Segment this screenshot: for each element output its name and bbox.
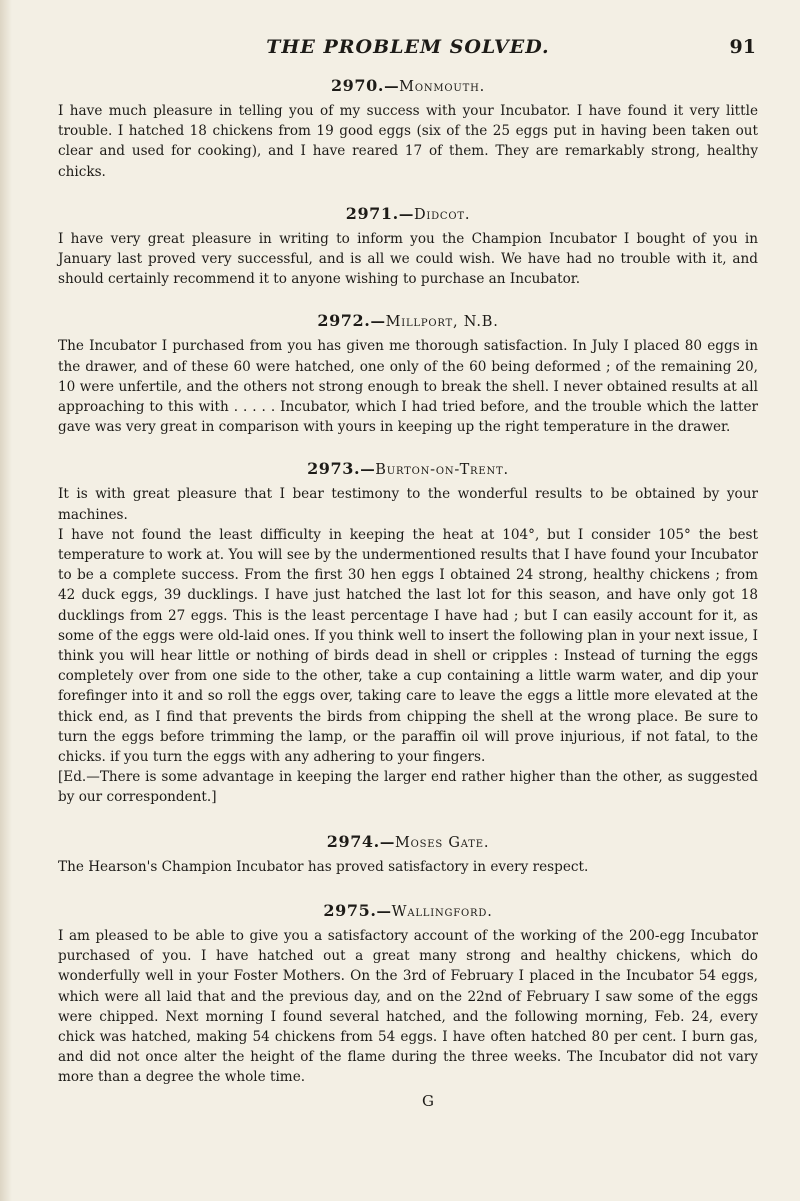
- entry-body: [58, 484, 758, 807]
- entry-place: Monmouth.: [399, 79, 486, 95]
- entry-number: 2971.: [345, 203, 399, 223]
- page-content: [58, 76, 758, 1110]
- testimonial-entry: [58, 204, 758, 290]
- editor-note: [Ed.—There is some advantage in keeping the larger end rather higher than the other, as suggested by our correspondent.]: [58, 769, 758, 806]
- entry-heading: [58, 76, 758, 97]
- entry-number: 2974.: [326, 831, 380, 851]
- entry-body: [58, 336, 758, 437]
- entry-paragraph: I have not found the least difficulty in keeping the heat at 104°, but I consider 105° the best temperature to work at. You will see by the undermentioned results that I have found your Incubator to be a complete success. From the first 30 hen eggs I obtained 24 strong, healthy chickens ; from 42 duck eggs, 39 ducklings. I have just hatched the last lot for this season, and have only got 18 ducklings from 27 eggs. This is the least percentage I have had ; but I can easily account for it, as some of the eggs were old-laid ones. If you think well to insert the following plan in your next issue, I think you will hear little or nothing of birds dead in shell or cripples : Instead of turning the eggs completely over from one side to the other, take a cup containing a little warm water, and dip your forefinger into it and so roll the eggs over, taking care to leave the eggs a little more elevated at the thick end, as I find that prevents the birds from chipping the shell at the wrong place. Be sure to turn the eggs before trimming the lamp, or the paraffin oil will prove injurious, if not fatal, to the chicks. if you turn the eggs with any adhering to your fingers.: [58, 526, 758, 766]
- testimonial-entry: [58, 832, 758, 877]
- entry-heading: [58, 204, 758, 225]
- entry-dash: —: [379, 833, 395, 851]
- entry-dash: —: [398, 205, 414, 223]
- entry-place: Burton-on-Trent.: [375, 462, 509, 479]
- entry-paragraph: The Hearson's Champion Incubator has proved satisfactory in every respect.: [58, 858, 589, 875]
- entry-number: 2972.: [317, 311, 371, 331]
- entry-dash: —: [376, 902, 392, 920]
- entry-heading: [58, 459, 758, 480]
- testimonial-entry: [58, 76, 758, 182]
- entry-dash: —: [360, 461, 376, 479]
- entry-body: [58, 857, 758, 877]
- entry-paragraph: I have very great pleasure in writing to inform you the Champion Incubator I bought of you in January last proved very successful, and is all we could wish. We have had no trouble with it, and should certainly recommend it to anyone wishing to purchase an Incubator.: [58, 230, 758, 288]
- entry-number: 2970.: [330, 76, 385, 95]
- entry-number: 2975.: [323, 900, 377, 920]
- entry-body: [58, 101, 758, 182]
- entry-dash: —: [370, 313, 386, 331]
- entry-dash: —: [384, 78, 400, 95]
- entry-body: [58, 229, 758, 290]
- running-title: THE PROBLEM SOLVED.: [266, 36, 550, 58]
- entry-paragraph: It is with great pleasure that I bear testimony to the wonderful results to be obtained by your machines.: [58, 486, 758, 523]
- entry-place: Wallingford.: [391, 903, 493, 920]
- testimonial-entry: [58, 311, 758, 437]
- testimonial-entry: [58, 901, 758, 1088]
- entry-paragraph: The Incubator I purchased from you has given me thorough satisfaction. In July I placed 80 eggs in the drawer, and of these 60 were hatched, one only of the 60 being deformed ; of the remaining 20, 10 were unfertile, and the others not strong enough to break the shell. I never obtained results at all approaching to this with . . . . . Incubator, which I had tried before, and the trouble which the latter gave was very great in comparison with yours in keeping up the right temperature in the drawer.: [58, 338, 758, 436]
- page-number: 91: [729, 36, 756, 58]
- signature-mark: G: [422, 1091, 434, 1110]
- entry-paragraph: I am pleased to be able to give you a satisfactory account of the working of the 200-egg Incubator purchased of you. I have hatched out a great many strong and healthy chickens, which do wonderfully well in your Foster Mothers. On the 3rd of February I placed in the Incubator 54 eggs, which were all laid that and the previous day, and on the 22nd of February I saw some of the eggs were chipped. Next morning I found several hatched, and the following morning, Feb. 24, every chick was hatched, making 54 chickens from 54 eggs. I have often hatched 80 per cent. I burn gas, and did not once alter the height of the flame during the three weeks. The Incubator did not vary more than a degree the whole time.: [58, 927, 758, 1086]
- entry-body: [58, 926, 758, 1088]
- testimonial-entry: [58, 459, 758, 807]
- entry-place: Moses Gate.: [394, 834, 490, 851]
- entry-paragraph: I have much pleasure in telling you of my success with your Incubator. I have found it very little trouble. I hatched 18 chickens from 19 good eggs (six of the 25 eggs put in having been taken out clear and used for cooking), and I have reared 17 of them. They are remarkably strong, healthy chicks.: [58, 103, 758, 180]
- entry-heading: [58, 901, 758, 922]
- entry-heading: [58, 832, 758, 853]
- entry-number: 2973.: [307, 459, 361, 479]
- page-edge-shadow: [0, 0, 12, 1201]
- entry-place: Millport, N.B.: [385, 314, 499, 331]
- entry-place: Didcot.: [413, 206, 471, 223]
- entry-heading: [58, 311, 758, 332]
- running-head: [58, 36, 758, 62]
